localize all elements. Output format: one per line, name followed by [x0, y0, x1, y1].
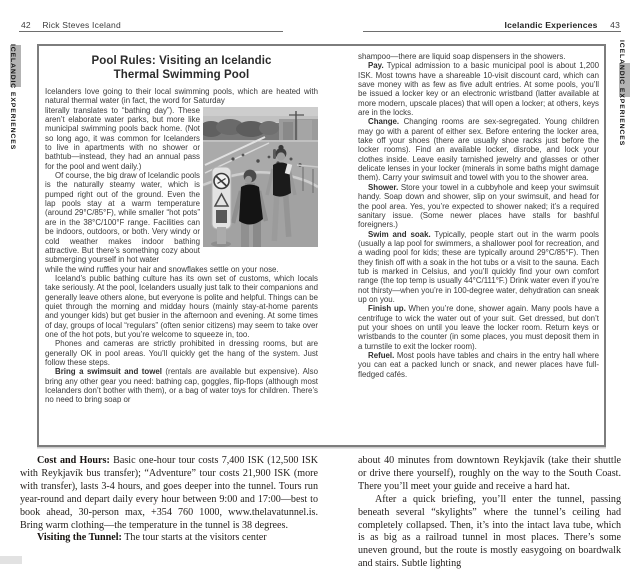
paragraph: shampoo—there are liquid soap dispensers in the showers.: [358, 52, 566, 61]
pool-photo-image: [203, 107, 318, 247]
paragraph: Cost and Hours: Basic one-hour tour costs 7,400 ISK (12,500 ISK with Reykjavík bus transfer); “Adventure” tour costs 21,900 ISK (more with transfer), lasts 3-4 hours, and goes deeper into the tunnel. Tours run year-round and depart daily every hour between 9:00 and 17:00—best to book ahead, 30-person max, +354 760 1000, www.thelavatunnel.is. Bring warm clothing—the temperature in the tunnel is 38 degrees.: [20, 455, 318, 531]
paragraph: After a quick briefing, you’ll enter the tunnel, passing beneath several “skylights” where the tunnel’s ceiling had completely collapsed. Then, it’s into the intact lava tube, which is as big as a railroad tunnel in most places. There’s some uneven ground, but the route is mostly easygoing on boardwalk and stairs. Subtle lighting: [358, 493, 621, 570]
chapter-tab-right-label: ICELANDIC EXPERIENCES: [618, 40, 625, 147]
paragraph: about 40 minutes from downtown Reykjavík (take their shuttle or drive there yourself), roughly on the way to the South Coast. There you’ll meet your guide and receive a hard hat.: [358, 455, 621, 492]
step-label: Shower.: [368, 182, 399, 192]
sidebar-title: [45, 55, 318, 82]
paragraph: Of course, the big draw of Icelandic pools is the naturally steamy water, which is pumped right out of the ground. Even the lap pools stay at a warm temperature (around 29°C/85°F), while smaller “hot pots” are in the 38°C/100°F range. Facilities can be indoors, outdoors, or both. Very windy or cold weather makes indoor bathing attractive. But there’s something cozy about submerging yourself in hot water: [45, 171, 200, 265]
cost-and-hours-label: Cost and Hours:: [37, 455, 110, 466]
step-label: Pay.: [368, 61, 384, 71]
photo-wrap-zone: [45, 106, 318, 265]
paragraph: Swim and soak. Typically, people start out in the warm pools (usually a lap pool for swimmers, a shallower pool for recreation, and a wading pool for kids; these are typically around 29°C/85°F). Then they finish off with a soak in the hot tubs or a visit to the sauna. Each tub is marked in Celsius, and you’ll quickly find your own comfort range (the top temp is usually 44°C/111°F.) Drink water even if you’re not thirsty—when you’re in 100-degree water, dehydration can sneak up on you.: [358, 229, 599, 304]
sidebar-right-column: [358, 52, 599, 379]
running-head-right: [505, 20, 620, 30]
step-label: Bring a swimsuit and towel: [55, 367, 162, 377]
paragraph: Icelanders love going to their local swimming pools, which are heated with natural thermal water (in fact, the word for Saturday: [45, 87, 318, 106]
header-rule-right: [363, 31, 621, 32]
paragraph: Pay. Typical admission to a basic municipal pool is about 1,200 ISK. Most towns have a shareable 10-visit discount card, which can save money with as few as five adult entries. At some pools, you’ll be issued a locker key or an electronic wristband (latter available at more modern, upscale places) that will open a locker; at others, keys are in the locks.: [358, 61, 599, 118]
paragraph: Bring a swimsuit and towel (rentals are available but expensive). Also bring any other gear you need: bathing cap, goggles, flip-flops (although most Icelanders don’t bother with them), or a bag of water toys for children. There’s no need to bring soap or: [45, 367, 319, 405]
sidebar-title-line1: Pool Rules: Visiting an Icelandic: [91, 55, 272, 67]
step-label: Swim and soak.: [368, 229, 431, 239]
sidebar-title-line2: Thermal Swimming Pool: [113, 68, 250, 81]
pool-photo: [203, 107, 318, 247]
paragraph: literally translates to “bathing day”). These aren’t elaborate water parks, but more like municipal swimming pools back home. (Not so long ago, it was common for Icelanders to live in apartments with no shower or bathtub—instead, they had an annual pass for the pool and went daily.): [45, 105, 200, 171]
step-label: Finish up.: [368, 304, 406, 314]
scan-artifact: [0, 556, 22, 564]
paragraph: Finish up. When you’re done, shower again. Many pools have a centrifuge to wick the water out of your suit. Get dressed, but don’t put your shoes on until you leave the locker room. Return keys or wristbands to the counter (in some places, you must deposit them in a turnstile to exit the locker room).: [358, 304, 599, 351]
chapter-title: Icelandic Experiences: [504, 20, 598, 30]
book-title: Rick Steves Iceland: [42, 20, 121, 30]
paragraph: Visiting the Tunnel: The tour starts at the visitors center: [37, 532, 267, 544]
paragraph: Refuel. Most pools have tables and chairs in the entry hall where you can eat a packed lunch or snack, and newer places have full-fledged cafés.: [358, 351, 599, 379]
pool-rules-sidebar-box: [37, 44, 606, 447]
chapter-tab-left-label: ICELANDIC EXPERIENCES: [9, 44, 16, 151]
step-label: Change.: [368, 117, 400, 127]
page-number-right: 43: [610, 20, 620, 30]
header-rule-left: [19, 31, 283, 32]
sidebar-left-column: [45, 52, 318, 405]
paragraph: Phones and cameras are strictly prohibited in dressing rooms, but are generally OK in pool areas. You’ll quickly get the hang of the system. Just follow these steps.: [45, 339, 318, 367]
paragraph: Change. Changing rooms are sex-segregated. Young children may go with a parent of either sex. Before entering the locker area, take off your shoes (there are usually shoe racks just before the locker rooms). Find an available locker, disrobe, and lock your clothes inside. Leave easily tarnished jewelry and glasses or other delicate lenses in your locker (minerals in some baths might damage them). Carry your swimsuit and towel with you to the shower area.: [358, 117, 599, 183]
visiting-the-tunnel-label: Visiting the Tunnel:: [37, 532, 122, 544]
body-text-right-column: [358, 455, 621, 571]
page-number-left: 42: [21, 20, 31, 30]
body-text-left-column: [20, 455, 318, 545]
step-label: Refuel.: [368, 351, 395, 360]
paragraph: Iceland’s public bathing culture has its own set of customs, which locals take seriously. At the pool, Icelanders usually just talk to their companions and generally leave others alone, but everyone is polite and helpful. Things can be quiet through the morning and midday hours (mainly stay-at-home parents and younger kids) but get busier in the afternoon and evening. At some times of day, groups of local “regulars” (often senior citizens) may seem to take over one of the hot pots, but you’re welcome to squeeze in, too.: [45, 273, 318, 339]
paragraph: Shower. Store your towel in a cubbyhole and keep your swimsuit handy. Soap down and shower, slip on your swimsuit, and head for the pool area. Yes, you’re expected to shower naked; it’s a required sanitary issue. (Some newer places have stalls for bashful foreigners.): [358, 182, 599, 230]
running-head-left: [21, 20, 121, 30]
paragraph: while the wind ruffles your hair and snowflakes settle on your nose.: [45, 264, 279, 274]
